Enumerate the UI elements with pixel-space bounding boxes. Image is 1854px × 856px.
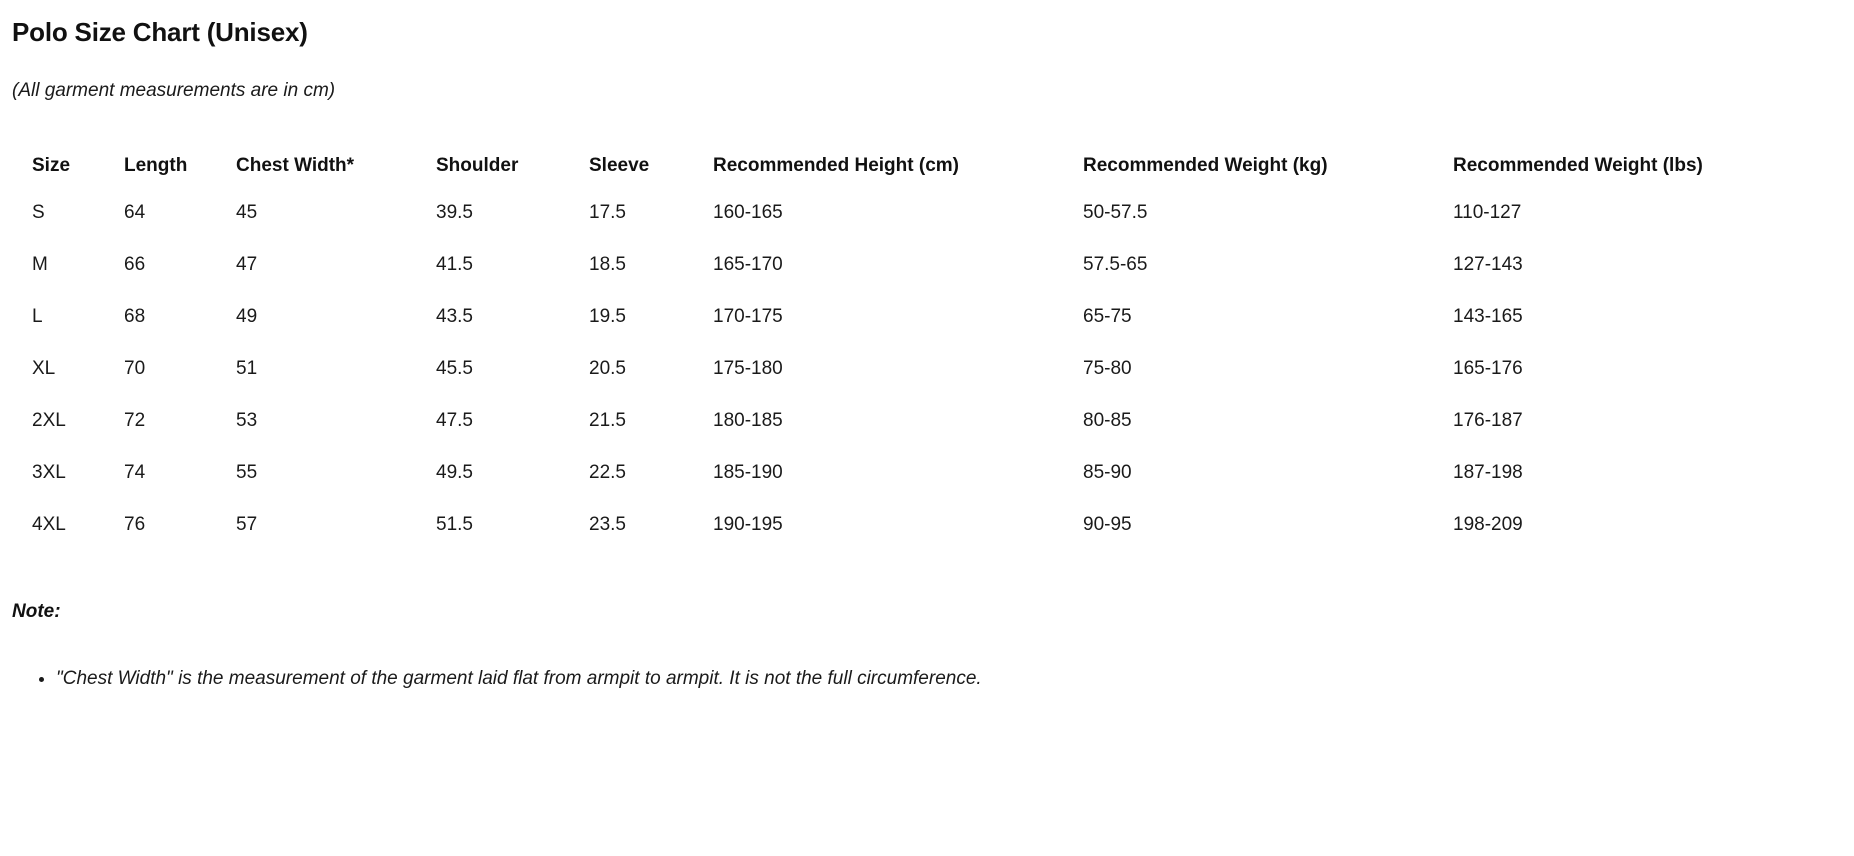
table-row bbox=[12, 239, 1842, 291]
list-item: • "Chest Width" is the measurement of the garment laid flat from armpit to armpit. It is not the full circumference. bbox=[56, 665, 1842, 694]
cell-recommended-height: 165-170 bbox=[713, 253, 783, 275]
cell-size: 3XL bbox=[32, 461, 66, 483]
cell-recommended-height: 185-190 bbox=[713, 461, 783, 483]
table-header-row bbox=[12, 145, 1842, 187]
note-heading: Note: bbox=[12, 600, 61, 622]
cell-chest-width: 55 bbox=[236, 461, 258, 483]
size-chart-table bbox=[12, 145, 1842, 551]
cell-length: 66 bbox=[124, 253, 146, 275]
column-header-size: Size bbox=[32, 154, 71, 176]
cell-recommended-weight-lbs: 187-198 bbox=[1453, 461, 1523, 483]
cell-shoulder: 43.5 bbox=[436, 305, 473, 327]
cell-sleeve: 23.5 bbox=[589, 513, 626, 535]
cell-length: 72 bbox=[124, 409, 146, 431]
table-row bbox=[12, 187, 1842, 239]
cell-sleeve: 22.5 bbox=[589, 461, 626, 483]
column-header-recommended-weight-kg: Recommended Weight (kg) bbox=[1083, 154, 1328, 176]
cell-size: 4XL bbox=[32, 513, 66, 535]
cell-length: 76 bbox=[124, 513, 146, 535]
cell-chest-width: 53 bbox=[236, 409, 258, 431]
cell-recommended-weight-kg: 90-95 bbox=[1083, 513, 1132, 535]
cell-sleeve: 21.5 bbox=[589, 409, 626, 431]
cell-sleeve: 18.5 bbox=[589, 253, 626, 275]
column-header-shoulder: Shoulder bbox=[436, 154, 519, 176]
cell-length: 68 bbox=[124, 305, 146, 327]
cell-recommended-height: 180-185 bbox=[713, 409, 783, 431]
cell-size: S bbox=[32, 201, 45, 223]
cell-recommended-height: 175-180 bbox=[713, 357, 783, 379]
notes-list bbox=[12, 665, 1842, 694]
cell-recommended-weight-kg: 57.5-65 bbox=[1083, 253, 1148, 275]
cell-shoulder: 47.5 bbox=[436, 409, 473, 431]
cell-sleeve: 20.5 bbox=[589, 357, 626, 379]
cell-size: 2XL bbox=[32, 409, 66, 431]
cell-length: 70 bbox=[124, 357, 146, 379]
cell-recommended-weight-lbs: 143-165 bbox=[1453, 305, 1523, 327]
table-row bbox=[12, 343, 1842, 395]
column-header-recommended-height: Recommended Height (cm) bbox=[713, 154, 959, 176]
cell-recommended-height: 190-195 bbox=[713, 513, 783, 535]
cell-size: L bbox=[32, 305, 43, 327]
table-row bbox=[12, 447, 1842, 499]
cell-sleeve: 17.5 bbox=[589, 201, 626, 223]
cell-recommended-weight-kg: 50-57.5 bbox=[1083, 201, 1148, 223]
cell-recommended-weight-lbs: 110-127 bbox=[1453, 201, 1522, 223]
table-row bbox=[12, 499, 1842, 551]
column-header-chest-width: Chest Width* bbox=[236, 154, 355, 176]
cell-recommended-height: 170-175 bbox=[713, 305, 783, 327]
column-header-length: Length bbox=[124, 154, 188, 176]
cell-recommended-weight-kg: 85-90 bbox=[1083, 461, 1132, 483]
cell-shoulder: 49.5 bbox=[436, 461, 473, 483]
cell-recommended-weight-kg: 80-85 bbox=[1083, 409, 1132, 431]
cell-recommended-weight-kg: 75-80 bbox=[1083, 357, 1132, 379]
cell-size: XL bbox=[32, 357, 56, 379]
cell-shoulder: 51.5 bbox=[436, 513, 473, 535]
cell-recommended-weight-lbs: 198-209 bbox=[1453, 513, 1523, 535]
cell-recommended-weight-lbs: 127-143 bbox=[1453, 253, 1523, 275]
column-header-sleeve: Sleeve bbox=[589, 154, 650, 176]
cell-chest-width: 45 bbox=[236, 201, 258, 223]
cell-sleeve: 19.5 bbox=[589, 305, 626, 327]
cell-chest-width: 47 bbox=[236, 253, 258, 275]
cell-shoulder: 45.5 bbox=[436, 357, 473, 379]
table-row bbox=[12, 395, 1842, 447]
cell-shoulder: 41.5 bbox=[436, 253, 473, 275]
column-header-recommended-weight-lbs: Recommended Weight (lbs) bbox=[1453, 154, 1703, 176]
cell-shoulder: 39.5 bbox=[436, 201, 473, 223]
cell-recommended-height: 160-165 bbox=[713, 201, 783, 223]
cell-length: 64 bbox=[124, 201, 146, 223]
cell-chest-width: 49 bbox=[236, 305, 258, 327]
table-row bbox=[12, 291, 1842, 343]
measurement-units-note: (All garment measurements are in cm) bbox=[12, 80, 336, 102]
cell-recommended-weight-kg: 65-75 bbox=[1083, 305, 1132, 327]
cell-size: M bbox=[32, 253, 48, 275]
cell-recommended-weight-lbs: 165-176 bbox=[1453, 357, 1523, 379]
cell-length: 74 bbox=[124, 461, 146, 483]
cell-chest-width: 57 bbox=[236, 513, 258, 535]
cell-chest-width: 51 bbox=[236, 357, 258, 379]
page-title: Polo Size Chart (Unisex) bbox=[12, 17, 308, 47]
cell-recommended-weight-lbs: 176-187 bbox=[1453, 409, 1523, 431]
